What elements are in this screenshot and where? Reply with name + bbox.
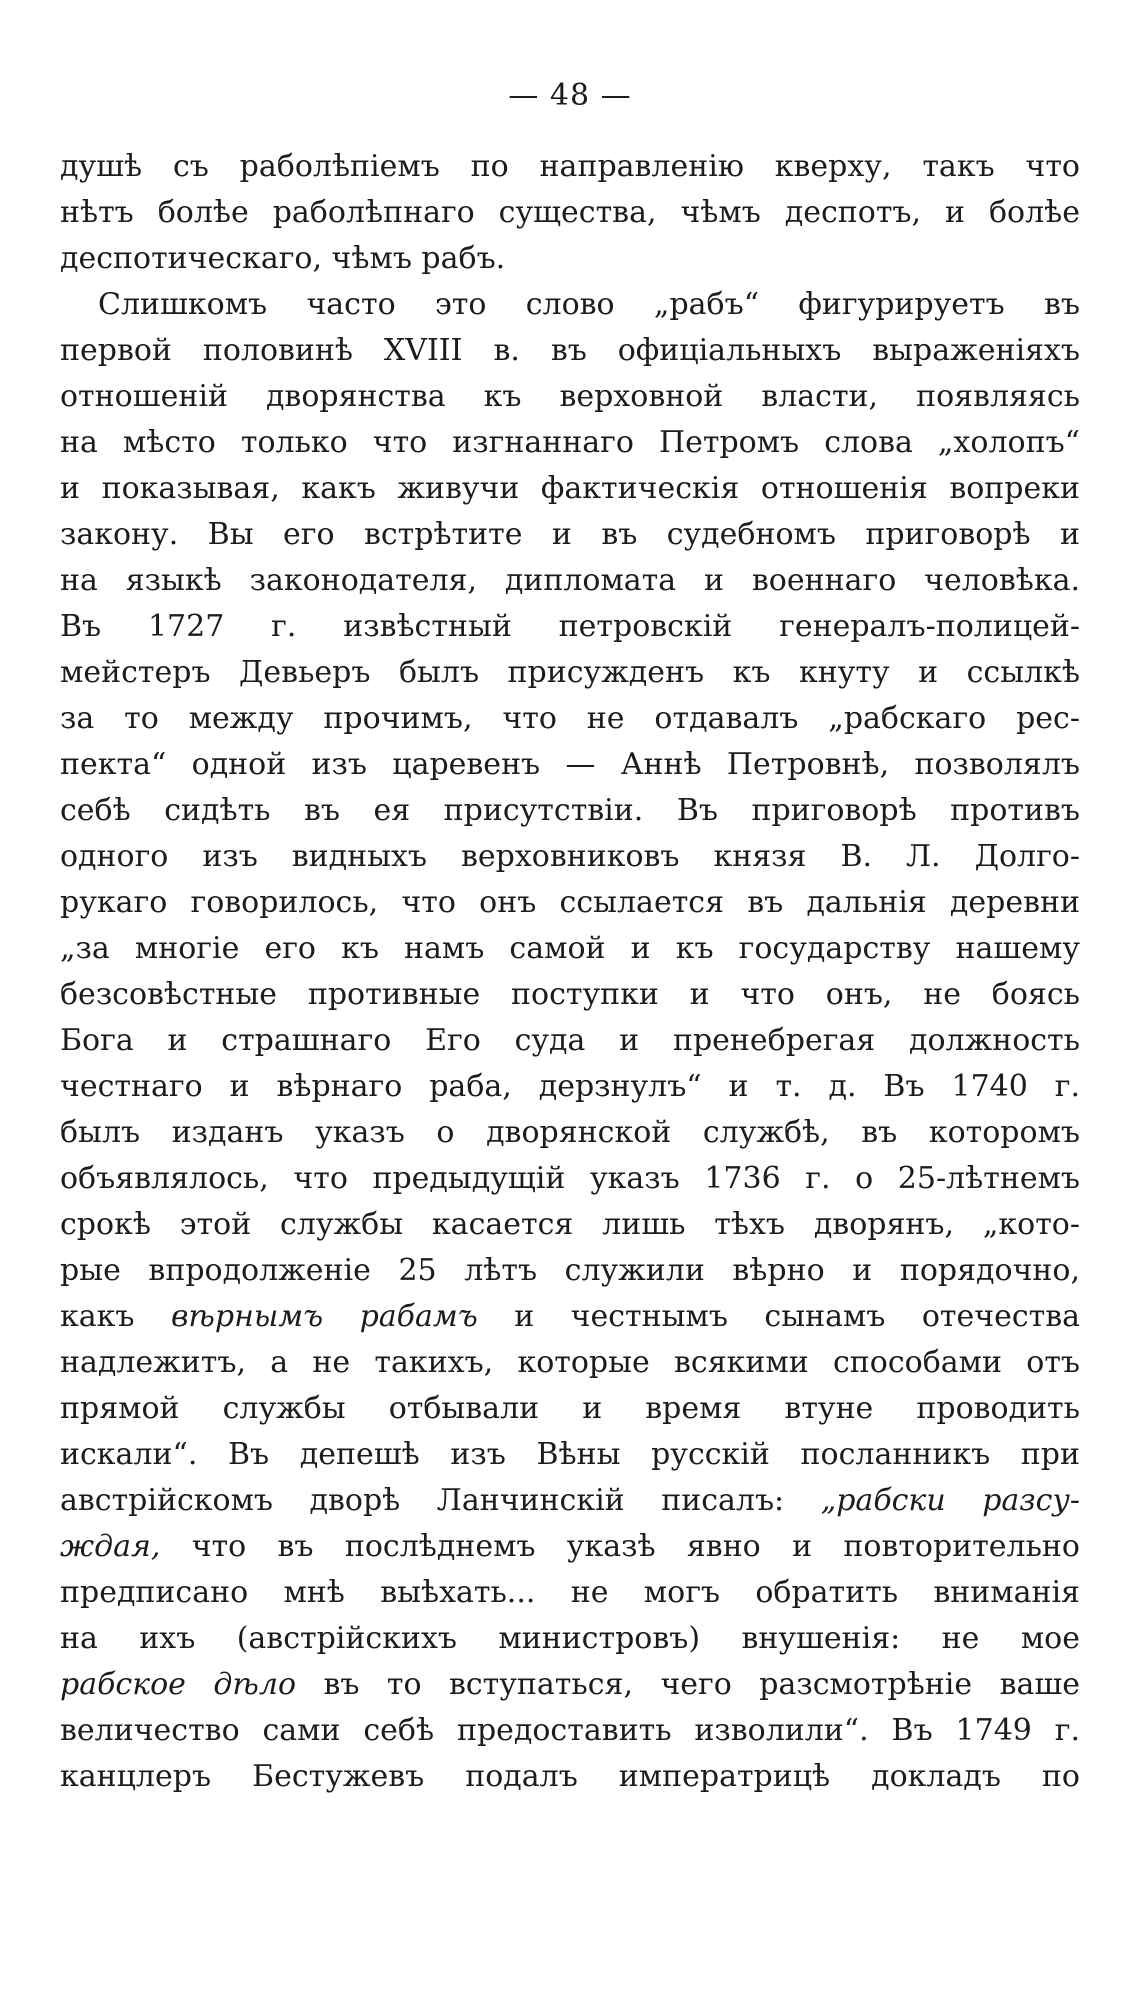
text-segment: на ихъ (австрійскихъ министровъ) внушенія: не мое <box>60 1621 1080 1656</box>
text-line <box>60 1754 1080 1800</box>
text-segment: за то между прочимъ, что не отдавалъ „рабскаго рес- <box>60 701 1080 736</box>
text-segment: нѣтъ болѣе раболѣпнаго существа, чѣмъ деспотъ, и болѣе <box>60 195 1080 230</box>
text-line <box>60 1018 1080 1064</box>
text-line <box>60 742 1080 788</box>
text-segment: безсовѣстные противные поступки и что онъ, не боясь <box>60 977 1080 1012</box>
italic-text: вѣрнымъ рабамъ <box>170 1299 478 1334</box>
text-segment: величество сами себѣ предоставить изволили“. Въ 1749 г. <box>60 1713 1080 1748</box>
text-line <box>60 1708 1080 1754</box>
text-segment: пекта“ одной изъ царевенъ — Аннѣ Петровнѣ, позволялъ <box>60 747 1080 782</box>
text-line <box>60 1570 1080 1616</box>
page-number: — 48 — <box>508 78 632 113</box>
text-line <box>60 190 1080 236</box>
text-segment: Бога и страшнаго Его суда и пренебрегая должность <box>60 1023 1080 1058</box>
text-segment: честнаго и вѣрнаго раба, дерзнулъ“ и т. д. Въ 1740 г. <box>60 1069 1080 1104</box>
text-line <box>60 1064 1080 1110</box>
text-segment: закону. Вы его встрѣтите и въ судебномъ приговорѣ и <box>60 517 1080 552</box>
text-line <box>60 1616 1080 1662</box>
text-line <box>60 236 1080 282</box>
text-line <box>60 420 1080 466</box>
text-line <box>60 788 1080 834</box>
text-line <box>60 144 1080 190</box>
text-segment: что въ послѣднемъ указѣ явно и повторительно <box>160 1529 1080 1564</box>
text-line <box>60 972 1080 1018</box>
text-line <box>60 880 1080 926</box>
text-line <box>60 1662 1080 1708</box>
text-line <box>60 1294 1080 1340</box>
text-line <box>60 650 1080 696</box>
text-segment: въ то вступаться, чего разсмотрѣніе ваше <box>296 1667 1080 1702</box>
italic-text: рабское дѣло <box>60 1667 297 1702</box>
text-segment: предписано мнѣ выѣхать... не могъ обратить вниманія <box>60 1575 1080 1610</box>
text-line <box>60 512 1080 558</box>
text-line <box>60 466 1080 512</box>
text-segment: былъ изданъ указъ о дворянской службѣ, въ которомъ <box>60 1115 1080 1150</box>
text-segment: искали“. Въ депешѣ изъ Вѣны русскій посланникъ при <box>60 1437 1080 1472</box>
italic-text: „рабски разсу- <box>820 1483 1080 1518</box>
text-segment: на языкѣ законодателя, дипломата и военнаго человѣка. <box>60 563 1080 598</box>
text-segment: одного изъ видныхъ верховниковъ князя В. Л. Долго- <box>60 839 1080 874</box>
text-line <box>60 1202 1080 1248</box>
text-line <box>60 558 1080 604</box>
text-segment: себѣ сидѣть въ ея присутствіи. Въ приговорѣ противъ <box>60 793 1080 828</box>
text-segment: надлежитъ, а не такихъ, которые всякими способами отъ <box>60 1345 1080 1380</box>
text-line <box>60 926 1080 972</box>
text-segment: рые впродолженіе 25 лѣтъ служили вѣрно и порядочно, <box>60 1253 1080 1288</box>
text-line <box>60 1524 1080 1570</box>
body-text <box>60 144 1080 1800</box>
text-line <box>60 1386 1080 1432</box>
text-segment: Слишкомъ часто это слово „рабъ“ фигурируетъ въ <box>98 287 1080 322</box>
text-line <box>60 1478 1080 1524</box>
text-segment: и честнымъ сынамъ отечества <box>477 1299 1081 1334</box>
text-segment: канцлеръ Бестужевъ подалъ императрицѣ докладъ по <box>60 1759 1080 1794</box>
text-line <box>60 1156 1080 1202</box>
text-segment: „за многіе его къ намъ самой и къ государству нашему <box>60 931 1080 966</box>
text-segment: деспотическаго, чѣмъ рабъ. <box>60 241 506 276</box>
text-line <box>60 1340 1080 1386</box>
text-line <box>60 282 1080 328</box>
text-segment: мейстеръ Девьеръ былъ присужденъ къ кнуту и ссылкѣ <box>60 655 1080 690</box>
text-segment: прямой службы отбывали и время втуне проводить <box>60 1391 1080 1426</box>
italic-text: ждая, <box>60 1529 161 1564</box>
text-segment: рукаго говорилось, что онъ ссылается въ дальнія деревни <box>60 885 1080 920</box>
text-segment: австрійскомъ дворѣ Ланчинскій писалъ: <box>60 1483 821 1518</box>
text-segment: какъ <box>60 1299 171 1334</box>
text-line <box>60 1248 1080 1294</box>
text-line <box>60 834 1080 880</box>
text-segment: отношеній дворянства къ верховной власти, появляясь <box>60 379 1080 414</box>
text-segment: срокѣ этой службы касается лишь тѣхъ дворянъ, „кото- <box>60 1207 1080 1242</box>
text-line <box>60 1432 1080 1478</box>
text-segment: Въ 1727 г. извѣстный петровскій генералъ-полицей- <box>60 609 1080 644</box>
text-line <box>60 328 1080 374</box>
text-segment: и показывая, какъ живучи фактическія отношенія вопреки <box>60 471 1080 506</box>
text-line <box>60 604 1080 650</box>
text-segment: первой половинѣ XVIII в. въ офиціальныхъ выраженіяхъ <box>60 333 1080 368</box>
text-segment: на мѣсто только что изгнаннаго Петромъ слова „холопъ“ <box>60 425 1080 460</box>
text-line <box>60 1110 1080 1156</box>
text-line <box>60 374 1080 420</box>
text-segment: объявлялось, что предыдущій указъ 1736 г. о 25-лѣтнемъ <box>60 1161 1080 1196</box>
text-segment: душѣ съ раболѣпіемъ по направленію кверху, такъ что <box>60 149 1080 184</box>
text-line <box>60 696 1080 742</box>
